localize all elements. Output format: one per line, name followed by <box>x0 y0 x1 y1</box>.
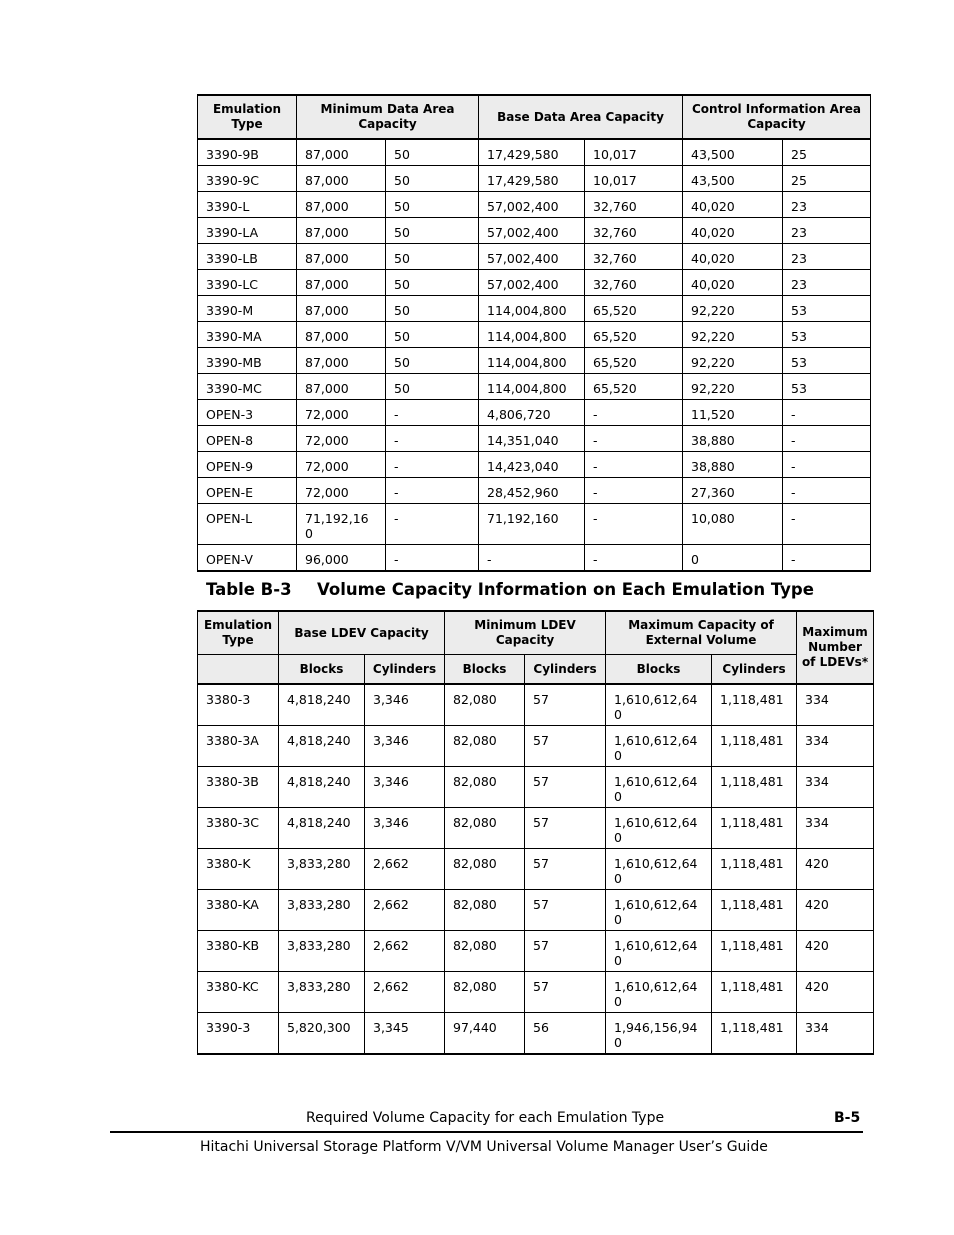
table-cell: 3390-M <box>198 296 297 322</box>
table-cell: 3390-MA <box>198 322 297 348</box>
table-cell: 3390-9C <box>198 166 297 192</box>
table-row <box>198 478 871 504</box>
table-cell: 1,610,612,64 0 <box>606 767 712 808</box>
table-cell: 32,760 <box>585 218 683 244</box>
table-cell: 3,346 <box>365 684 445 726</box>
table-cell: 420 <box>797 849 874 890</box>
footer-section-title: Required Volume Capacity for each Emulation Type <box>306 1110 665 1126</box>
page-number: B-5 <box>834 1110 861 1126</box>
table-cell: - <box>585 400 683 426</box>
table-cell: 3,346 <box>365 808 445 849</box>
table-cell: 17,429,580 <box>479 166 585 192</box>
table-cell: 334 <box>797 726 874 767</box>
table-cell: 71,192,160 <box>479 504 585 545</box>
table-cell: 87,000 <box>297 348 386 374</box>
table-cell: 1,118,481 <box>712 972 797 1013</box>
table-cell: 50 <box>386 218 479 244</box>
table-cell: 57,002,400 <box>479 192 585 218</box>
table-cell: 40,020 <box>683 270 783 296</box>
table-cell: 3,833,280 <box>279 972 365 1013</box>
table-cell: 10,080 <box>683 504 783 545</box>
table-cell: 14,423,040 <box>479 452 585 478</box>
table-row <box>198 849 874 890</box>
table-number: Table B-3 <box>206 580 292 599</box>
table-cell: 2,662 <box>365 931 445 972</box>
table-cell: 1,118,481 <box>712 849 797 890</box>
table-body <box>198 684 874 1054</box>
table-cell: - <box>783 426 871 452</box>
subheader-cylinders: Cylinders <box>525 655 606 685</box>
table-cell: 72,000 <box>297 478 386 504</box>
table-cell: 3390-LA <box>198 218 297 244</box>
table-cell: 334 <box>797 767 874 808</box>
table-cell: 56 <box>525 1013 606 1055</box>
table-cell: 1,118,481 <box>712 767 797 808</box>
table-cell: 23 <box>783 218 871 244</box>
header-min-data-area: Minimum Data Area Capacity <box>297 95 479 139</box>
table-cell: 57 <box>525 931 606 972</box>
table-cell: 92,220 <box>683 322 783 348</box>
table-cell: 50 <box>386 348 479 374</box>
table-cell: 82,080 <box>445 972 525 1013</box>
table-cell: 3,346 <box>365 767 445 808</box>
table-cell: 420 <box>797 972 874 1013</box>
subheader-cylinders: Cylinders <box>712 655 797 685</box>
table-cell: 53 <box>783 322 871 348</box>
table-cell: 57,002,400 <box>479 244 585 270</box>
table-row <box>198 374 871 400</box>
table-cell: - <box>386 452 479 478</box>
table-cell: 1,610,612,64 0 <box>606 684 712 726</box>
table-cell: 43,500 <box>683 139 783 166</box>
table-cell: - <box>585 478 683 504</box>
table-cell: 72,000 <box>297 452 386 478</box>
volume-capacity-table <box>197 610 874 1055</box>
table-cell: 1,610,612,64 0 <box>606 890 712 931</box>
table-cell: 25 <box>783 166 871 192</box>
header-base-ldev: Base LDEV Capacity <box>279 611 445 655</box>
table-cell: 1,118,481 <box>712 931 797 972</box>
header-blank <box>198 655 279 685</box>
table-cell: 50 <box>386 166 479 192</box>
table-cell: 92,220 <box>683 296 783 322</box>
table-cell: 4,818,240 <box>279 808 365 849</box>
table-cell: 1,610,612,64 0 <box>606 931 712 972</box>
table-row <box>198 426 871 452</box>
table-cell: 87,000 <box>297 270 386 296</box>
table-cell: 1,118,481 <box>712 726 797 767</box>
table-cell: 3380-KB <box>198 931 279 972</box>
table-cell: 10,017 <box>585 139 683 166</box>
table-cell: 57 <box>525 767 606 808</box>
table-cell: 40,020 <box>683 244 783 270</box>
table-cell: 23 <box>783 192 871 218</box>
table-row <box>198 1013 874 1055</box>
header-max-ldevs: Maximum Number of LDEVs* <box>797 611 874 684</box>
table-cell: 87,000 <box>297 192 386 218</box>
table-cell: 3,833,280 <box>279 849 365 890</box>
table-cell: OPEN-8 <box>198 426 297 452</box>
table-cell: 87,000 <box>297 218 386 244</box>
table-cell: 50 <box>386 192 479 218</box>
table-cell: 27,360 <box>683 478 783 504</box>
table-cell: 3,833,280 <box>279 890 365 931</box>
table-cell: 87,000 <box>297 374 386 400</box>
table-cell: 82,080 <box>445 931 525 972</box>
table-cell: 1,610,612,64 0 <box>606 808 712 849</box>
subheader-blocks: Blocks <box>606 655 712 685</box>
table-caption <box>206 580 814 599</box>
table-cell: 5,820,300 <box>279 1013 365 1055</box>
table-cell: 114,004,800 <box>479 374 585 400</box>
table-cell: 82,080 <box>445 849 525 890</box>
table-row <box>198 139 871 166</box>
table-row <box>198 726 874 767</box>
table-cell: 3380-3B <box>198 767 279 808</box>
table-cell: 82,080 <box>445 684 525 726</box>
table-cell: 3380-3 <box>198 684 279 726</box>
table-cell: 3390-9B <box>198 139 297 166</box>
table-cell: 53 <box>783 296 871 322</box>
table-cell: - <box>585 545 683 572</box>
table-row <box>198 296 871 322</box>
table-cell: 87,000 <box>297 166 386 192</box>
table-cell: 53 <box>783 374 871 400</box>
table-cell: 23 <box>783 270 871 296</box>
table-cell: 57 <box>525 684 606 726</box>
table-cell: - <box>585 426 683 452</box>
table-cell: 3380-K <box>198 849 279 890</box>
table-cell: 71,192,16 0 <box>297 504 386 545</box>
table-cell: - <box>783 400 871 426</box>
table-row <box>198 166 871 192</box>
table-cell: 2,662 <box>365 849 445 890</box>
subheader-blocks: Blocks <box>279 655 365 685</box>
table-row <box>198 931 874 972</box>
header-base-data-area: Base Data Area Capacity <box>479 95 683 139</box>
table-cell: 28,452,960 <box>479 478 585 504</box>
table-row <box>198 545 871 572</box>
table-row <box>198 244 871 270</box>
table-cell: 92,220 <box>683 348 783 374</box>
table-cell: 38,880 <box>683 452 783 478</box>
table-cell: 2,662 <box>365 972 445 1013</box>
table-cell: 96,000 <box>297 545 386 572</box>
table-cell: 1,118,481 <box>712 684 797 726</box>
footer-book-title: Hitachi Universal Storage Platform V/VM Universal Volume Manager User’s Guide <box>200 1139 768 1155</box>
table-cell: - <box>783 452 871 478</box>
table-cell: 3380-KA <box>198 890 279 931</box>
table-cell: - <box>386 504 479 545</box>
table-row <box>198 218 871 244</box>
emulation-capacity-table <box>197 94 871 572</box>
table-row <box>198 192 871 218</box>
table-cell: 65,520 <box>585 348 683 374</box>
table-cell: 82,080 <box>445 808 525 849</box>
table-cell: 10,017 <box>585 166 683 192</box>
table-cell: 50 <box>386 270 479 296</box>
table-cell: 32,760 <box>585 270 683 296</box>
table-row <box>198 322 871 348</box>
table-cell: OPEN-9 <box>198 452 297 478</box>
table-cell: 38,880 <box>683 426 783 452</box>
table-cell: 3390-MC <box>198 374 297 400</box>
table-cell: 4,818,240 <box>279 767 365 808</box>
table-cell: 334 <box>797 1013 874 1055</box>
table-cell: 14,351,040 <box>479 426 585 452</box>
table-cell: 3390-MB <box>198 348 297 374</box>
subheader-cylinders: Cylinders <box>365 655 445 685</box>
table-cell: 57 <box>525 849 606 890</box>
table-cell: - <box>386 545 479 572</box>
table-cell: 420 <box>797 890 874 931</box>
table-cell: 334 <box>797 808 874 849</box>
table-cell: OPEN-V <box>198 545 297 572</box>
table-cell: 3,833,280 <box>279 931 365 972</box>
table-cell: 3,345 <box>365 1013 445 1055</box>
table-cell: 50 <box>386 374 479 400</box>
table-row <box>198 400 871 426</box>
table-cell: - <box>585 504 683 545</box>
table-cell: - <box>386 426 479 452</box>
table-cell: 1,118,481 <box>712 1013 797 1055</box>
table-row <box>198 767 874 808</box>
table-cell: - <box>783 545 871 572</box>
table-cell: 4,818,240 <box>279 726 365 767</box>
header-emulation-type: Emulation Type <box>198 611 279 655</box>
header-emulation-type: Emulation Type <box>198 95 297 139</box>
table-cell: 1,118,481 <box>712 808 797 849</box>
table-cell: 50 <box>386 296 479 322</box>
table-cell: 23 <box>783 244 871 270</box>
header-max-external: Maximum Capacity of External Volume <box>606 611 797 655</box>
table-cell: 3390-3 <box>198 1013 279 1055</box>
table-cell: 50 <box>386 244 479 270</box>
table-cell: 3380-KC <box>198 972 279 1013</box>
table-cell: 50 <box>386 139 479 166</box>
table-cell: - <box>585 452 683 478</box>
table-cell: 3380-3A <box>198 726 279 767</box>
table-cell: 57,002,400 <box>479 270 585 296</box>
header-min-ldev: Minimum LDEV Capacity <box>445 611 606 655</box>
table-cell: 57 <box>525 972 606 1013</box>
table-cell: 1,118,481 <box>712 890 797 931</box>
table-row <box>198 684 874 726</box>
table-cell: 114,004,800 <box>479 322 585 348</box>
table-cell: OPEN-L <box>198 504 297 545</box>
table-cell: 4,818,240 <box>279 684 365 726</box>
table-row <box>198 270 871 296</box>
table-title: Volume Capacity Information on Each Emulation Type <box>317 580 814 599</box>
table-cell: 57 <box>525 808 606 849</box>
table-cell: 87,000 <box>297 296 386 322</box>
table-cell: 11,520 <box>683 400 783 426</box>
table-row <box>198 348 871 374</box>
table-cell: 114,004,800 <box>479 348 585 374</box>
table-cell: 57 <box>525 726 606 767</box>
table-cell: 420 <box>797 931 874 972</box>
table-cell: 97,440 <box>445 1013 525 1055</box>
table-cell: 57 <box>525 890 606 931</box>
header-control-info-area: Control Information Area Capacity <box>683 95 871 139</box>
table-cell: 87,000 <box>297 244 386 270</box>
table-cell: 65,520 <box>585 374 683 400</box>
table-cell: 57,002,400 <box>479 218 585 244</box>
table-cell: OPEN-3 <box>198 400 297 426</box>
table-cell: 3,346 <box>365 726 445 767</box>
table-cell: 1,610,612,64 0 <box>606 972 712 1013</box>
table-cell: 82,080 <box>445 890 525 931</box>
table-cell: 32,760 <box>585 244 683 270</box>
table-cell: 87,000 <box>297 322 386 348</box>
table-row <box>198 808 874 849</box>
table-cell: 1,610,612,64 0 <box>606 849 712 890</box>
table-cell: - <box>783 504 871 545</box>
table-cell: 53 <box>783 348 871 374</box>
table-cell: 3390-LC <box>198 270 297 296</box>
table-cell: 82,080 <box>445 767 525 808</box>
table-cell: 32,760 <box>585 192 683 218</box>
table-cell: 82,080 <box>445 726 525 767</box>
table-cell: 3390-LB <box>198 244 297 270</box>
table-row <box>198 890 874 931</box>
table-cell: - <box>479 545 585 572</box>
table-cell: 3390-L <box>198 192 297 218</box>
table-cell: 50 <box>386 322 479 348</box>
table-cell: 92,220 <box>683 374 783 400</box>
table-cell: 3380-3C <box>198 808 279 849</box>
table-cell: 72,000 <box>297 400 386 426</box>
table-row <box>198 972 874 1013</box>
table-cell: 2,662 <box>365 890 445 931</box>
table-cell: 65,520 <box>585 322 683 348</box>
table-cell: 40,020 <box>683 192 783 218</box>
table-cell: - <box>386 400 479 426</box>
table-cell: 334 <box>797 684 874 726</box>
table-cell: 87,000 <box>297 139 386 166</box>
table-cell: 40,020 <box>683 218 783 244</box>
table-cell: - <box>386 478 479 504</box>
table-row <box>198 504 871 545</box>
table-cell: 43,500 <box>683 166 783 192</box>
table-cell: 65,520 <box>585 296 683 322</box>
table-cell: OPEN-E <box>198 478 297 504</box>
table-cell: 1,946,156,94 0 <box>606 1013 712 1055</box>
table-cell: 25 <box>783 139 871 166</box>
table-cell: 1,610,612,64 0 <box>606 726 712 767</box>
table-cell: 0 <box>683 545 783 572</box>
table-body <box>198 139 871 571</box>
table-cell: 114,004,800 <box>479 296 585 322</box>
table-cell: 72,000 <box>297 426 386 452</box>
table-row <box>198 452 871 478</box>
footer-divider <box>110 1131 863 1133</box>
table-cell: 4,806,720 <box>479 400 585 426</box>
subheader-blocks: Blocks <box>445 655 525 685</box>
table-cell: - <box>783 478 871 504</box>
table-cell: 17,429,580 <box>479 139 585 166</box>
